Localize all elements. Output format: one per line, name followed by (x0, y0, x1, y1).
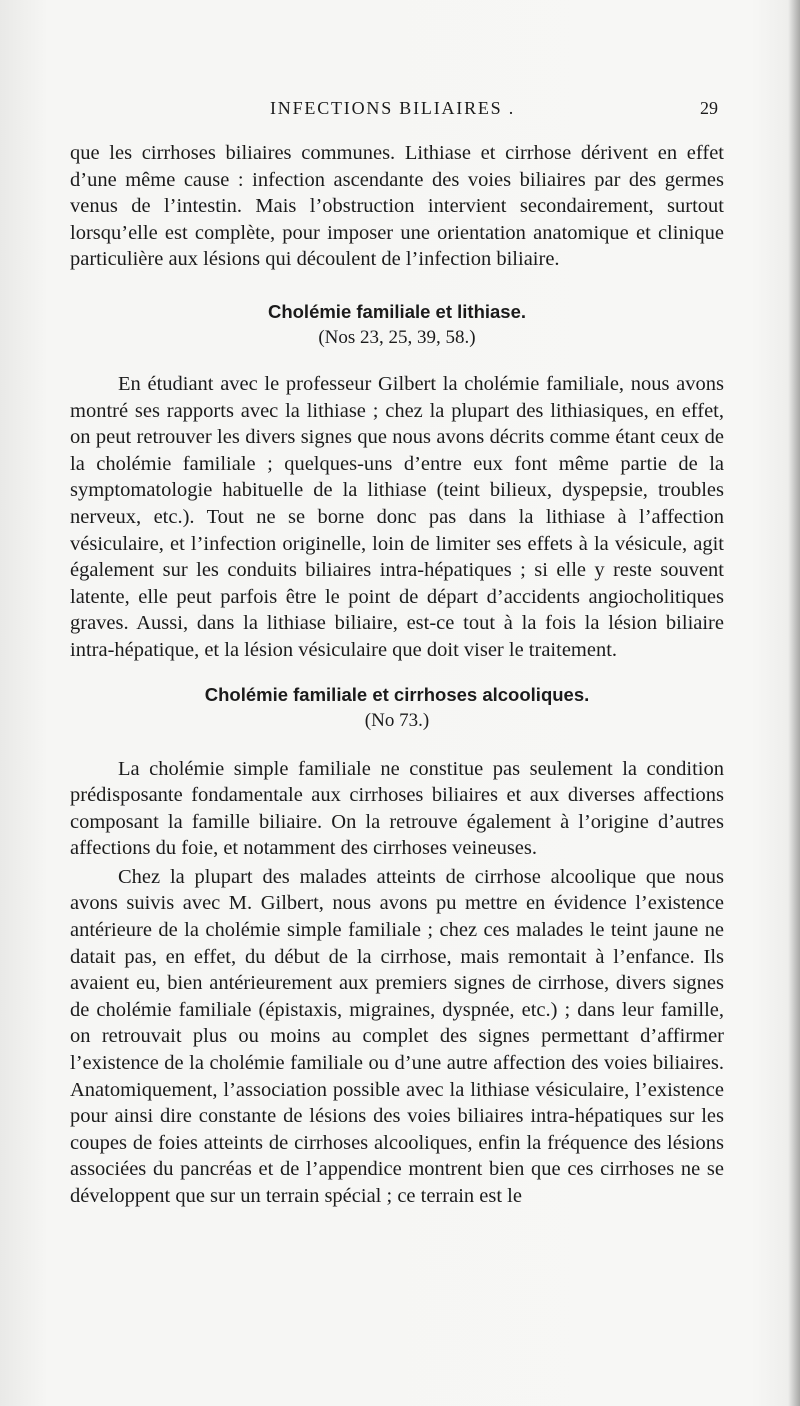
section-heading-lithiase: Cholémie familiale et lithiase. (267, 300, 527, 322)
page-number: 29 (700, 98, 718, 118)
running-title: INFECTIONS BILIAIRES . (270, 98, 516, 118)
paragraph-cirrhose-alcoolique: Chez la plupart des malades atteints de cirrhose alcoolique que nous avons suivis avec M. Gilbert, nous avons pu mettre en évidence l’existence antérieure de la cholémie simple familiale ; chez ces malades le teint jaune ne datait pas, en effet, du début de la cirrhose, mais remontait à l’enfance. Ils avaient eu, bien antérieurement aux premiers signes de cirrhose, divers signes de cholémie familiale (épistaxis, migraines, dyspnée, etc.) ; dans leur famille, on retrouvait plus ou moins au complet des signes permettant d’affirmer l’existence de la cholémie familiale ou d’une autre affection des voies biliaires. Anatomiquement, l’association possible avec la lithiase vésiculaire, l’existence pour ainsi dire constante de lésions des voies biliaires intra-hépatiques sur les coupes de foies atteints de cirrhoses alcooliques, enfin la fréquence des lésions associées du pancréas et de l’appendice montrent bien que ces cirrhoses ne se développent que sur un terrain spécial ; ce terrain est le (70, 865, 724, 1207)
paragraph-lithiase: En étudiant avec le professeur Gilbert la cholémie familiale, nous avons montré ses rapports avec la lithiase ; chez la plupart des lithiasiques, en effet, on peut retrouver les divers signes que nous avons décrits comme étant ceux de la cholémie familiale ; quelques-uns d’entre eux font même partie de la symptomatologie habituelle de la lithiase (teint bilieux, dyspepsie, troubles nerveux, etc.). Tout ne se borne donc pas dans la lithiase à l’affection vésiculaire, et l’infection originelle, loin de limiter ses effets à la vésicule, agit également sur les conduits biliaires intra-hépatiques ; si elle y reste souvent latente, elle peut parfois être le point de départ d’accidents angiocholitiques graves. Aussi, dans la lithiase biliaire, est-ce tout à la fois la lésion biliaire intra-hépatique, et la lésion vésiculaire que doit viser le traitement. (70, 372, 724, 661)
page-edge-shadow (788, 0, 800, 1406)
running-header (70, 98, 718, 126)
section-heading-cirrhoses: Cholémie familiale et cirrhoses alcooliques. (204, 683, 590, 705)
paragraph-cholemie-simple: La cholémie simple familiale ne constitue pas seulement la condition prédisposante fondamentale aux cirrhoses biliaires et aux diverses affections composant la famille biliaire. On la retrouve également à l’origine d’autres affections du foie, et notamment des cirrhoses veineuses. (70, 757, 724, 860)
paragraph-intro: que les cirrhoses biliaires communes. Lithiase et cirrhose dérivent en effet d’une même cause : infection ascendante des voies biliaires par des germes venus de l’intestin. Mais l’obstruction intervient secondairement, surtout lorsqu’elle est complète, pour imposer une orientation anatomique et clinique particulière aux lésions qui découlent de l’infection biliaire. (70, 142, 724, 271)
section-refs-lithiase: (Nos 23, 25, 39, 58.) (318, 326, 476, 348)
page-body (70, 140, 724, 1210)
section-refs-cirrhoses: (No 73.) (364, 709, 430, 731)
